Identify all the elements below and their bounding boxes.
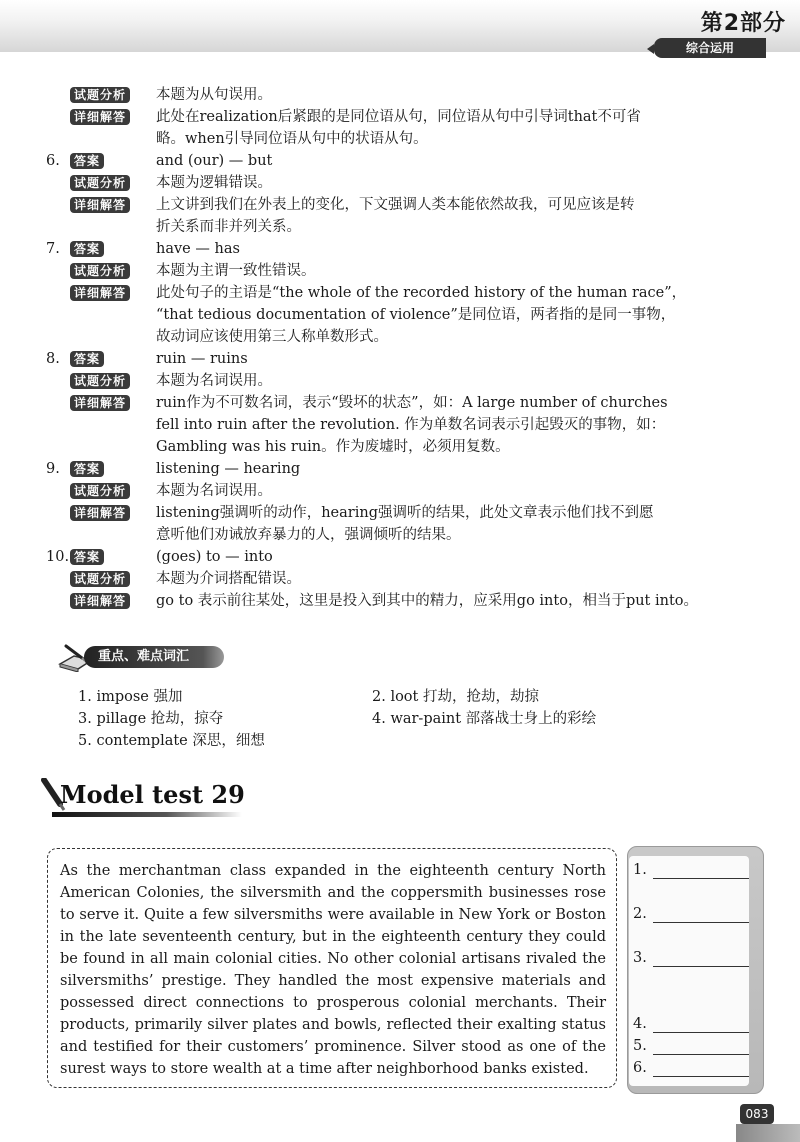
- analysis-row: [0, 106, 800, 128]
- label-tag: 详细解答: [70, 197, 130, 213]
- passage-text: [60, 860, 606, 1080]
- analysis-row: [0, 172, 800, 194]
- analysis-row: [0, 392, 800, 414]
- label-tag: 试题分析: [70, 87, 130, 103]
- blank-number: 1.: [633, 862, 647, 878]
- label-tag: 详细解答: [70, 505, 130, 521]
- row-text: ruin作为不可数名词，表示“毁坏的状态”，如：A large number of churches: [156, 395, 668, 411]
- answer-blank[interactable]: [633, 862, 647, 882]
- row-text: “that tedious documentation of violence”是同位语，两者指的是同一事物，: [156, 307, 676, 323]
- row-text: have — has: [156, 241, 240, 257]
- blank-line: [653, 922, 749, 923]
- label-tag: 详细解答: [70, 109, 130, 125]
- part-title: 第2部分: [700, 11, 786, 36]
- model-test-title: Model test 29: [60, 780, 245, 809]
- row-text: listening强调听的动作，hearing强调听的结果，此处文章表示他们找不到愿: [156, 505, 654, 521]
- label-tag: 答案: [70, 153, 104, 169]
- analysis-row: [0, 568, 800, 590]
- blank-number: 4.: [633, 1016, 647, 1032]
- analysis-row: [0, 84, 800, 106]
- vocab-item: 5. contemplate 深思，细想: [78, 733, 265, 749]
- analysis-row: [0, 546, 800, 568]
- row-text: 本题为介词搭配错误。: [156, 571, 301, 587]
- vocab-item: 2. loot 打劫，抢劫，劫掠: [372, 689, 539, 705]
- label-tag: 答案: [70, 461, 104, 477]
- vocab-left-column: [78, 686, 265, 752]
- analysis-row: [0, 260, 800, 282]
- label-tag: 详细解答: [70, 395, 130, 411]
- answer-blank[interactable]: [633, 1060, 647, 1080]
- analysis-row: [0, 480, 800, 502]
- row-text: go to 表示前往某处，这里是投入到其中的精力，应采用go into，相当于put into。: [156, 593, 699, 609]
- vocab-item: 3. pillage 抢劫，掠夺: [78, 711, 224, 727]
- row-text: 故动词应该使用第三人称单数形式。: [156, 329, 388, 345]
- passage-line: products, primarily silver plates and bowls, reflected their exalting status: [60, 1017, 606, 1033]
- analysis-row: [0, 370, 800, 392]
- passage-line: surest ways to store wealth at a time after neighborhood banks existed.: [60, 1061, 589, 1077]
- blank-line: [653, 1076, 749, 1077]
- label-tag: 答案: [70, 351, 104, 367]
- row-text: (goes) to — into: [156, 549, 273, 565]
- row-text: 本题为从句误用。: [156, 87, 272, 103]
- row-text: and (our) — but: [156, 153, 273, 169]
- label-tag: 详细解答: [70, 285, 130, 301]
- section-tab: 综合运用: [654, 38, 766, 58]
- label-tag: 试题分析: [70, 263, 130, 279]
- analysis-row: [0, 502, 800, 524]
- analysis-row: [0, 348, 800, 370]
- analysis-row: [0, 150, 800, 172]
- page-edge-strip: [736, 1124, 800, 1142]
- row-text: 本题为主谓一致性错误。: [156, 263, 316, 279]
- blank-line: [653, 966, 749, 967]
- label-tag: 试题分析: [70, 483, 130, 499]
- row-text: 此处句子的主语是“the whole of the recorded history of the human race”，: [156, 285, 687, 301]
- label-tag: 答案: [70, 549, 104, 565]
- question-number: 8.: [46, 351, 60, 367]
- vocab-item: 4. war-paint 部落战士身上的彩绘: [372, 711, 597, 727]
- analysis-row: [0, 436, 800, 458]
- label-tag: 试题分析: [70, 571, 130, 587]
- passage-line: in the late seventeenth century, but in the eighteenth century they could: [60, 929, 606, 945]
- row-text: 意听他们劝诫放弃暴力的人，强调倾听的结果。: [156, 527, 461, 543]
- label-tag: 详细解答: [70, 593, 130, 609]
- analysis-row: [0, 128, 800, 150]
- analysis-row: [0, 216, 800, 238]
- label-tag: 试题分析: [70, 373, 130, 389]
- question-number: 6.: [46, 153, 60, 169]
- blank-line: [653, 1032, 749, 1033]
- analysis-row: [0, 282, 800, 304]
- blank-number: 2.: [633, 906, 647, 922]
- analysis-row: [0, 194, 800, 216]
- answer-blank[interactable]: [633, 906, 647, 926]
- blank-number: 6.: [633, 1060, 647, 1076]
- page-number: 083: [740, 1104, 774, 1124]
- answer-blank[interactable]: [633, 1016, 647, 1036]
- answer-blank[interactable]: [633, 1038, 647, 1058]
- row-text: 本题为名词误用。: [156, 483, 272, 499]
- answer-panel-inner: [629, 856, 749, 1086]
- analysis-row: [0, 326, 800, 348]
- vocab-title-pill: [84, 646, 224, 668]
- row-text: 折关系而非并列关系。: [156, 219, 301, 235]
- analysis-row: [0, 414, 800, 436]
- row-text: 本题为逻辑错误。: [156, 175, 272, 191]
- answer-analysis-list: [0, 84, 800, 612]
- passage-line: American Colonies, the silversmith and the coppersmith businesses rose: [60, 885, 606, 901]
- model-title-underline: [52, 812, 242, 817]
- analysis-row: [0, 590, 800, 612]
- answer-blank[interactable]: [633, 950, 647, 970]
- passage-line: As the merchantman class expanded in the eighteenth century North: [60, 863, 606, 879]
- vocab-title: 重点、难点词汇: [98, 649, 190, 664]
- vocab-item: 1. impose 强加: [78, 689, 183, 705]
- row-text: 略。when引导同位语从句中的状语从句。: [156, 131, 428, 147]
- blank-number: 3.: [633, 950, 647, 966]
- passage-line: possessed direct connections to prosperous colonial merchants. Their: [60, 995, 606, 1011]
- passage-line: silversmiths’ prestige. They handled the most expensive materials and: [60, 973, 606, 989]
- blank-line: [653, 878, 749, 879]
- analysis-row: [0, 524, 800, 546]
- blank-number: 5.: [633, 1038, 647, 1054]
- row-text: 上文讲到我们在外表上的变化，下文强调人类本能依然故我，可见应该是转: [156, 197, 635, 213]
- analysis-row: [0, 238, 800, 260]
- question-number: 9.: [46, 461, 60, 477]
- passage-line: and testified for their customers’ prominence. Silver stood as one of the: [60, 1039, 606, 1055]
- row-text: 本题为名词误用。: [156, 373, 272, 389]
- passage-line: be found in all main colonial cities. No other colonial artisans rivaled the: [60, 951, 606, 967]
- question-number: 10.: [46, 549, 70, 565]
- section-tab-arrow: [647, 44, 654, 54]
- analysis-row: [0, 458, 800, 480]
- passage-line: to serve it. Quite a few silversmiths were available in New York or Boston: [60, 907, 606, 923]
- question-number: 7.: [46, 241, 60, 257]
- analysis-row: [0, 304, 800, 326]
- label-tag: 答案: [70, 241, 104, 257]
- blank-line: [653, 1054, 749, 1055]
- vocab-right-column: [372, 686, 596, 730]
- row-text: listening — hearing: [156, 461, 301, 477]
- row-text: Gambling was his ruin。作为废墟时，必须用复数。: [156, 439, 510, 455]
- label-tag: 试题分析: [70, 175, 130, 191]
- row-text: fell into ruin after the revolution. 作为单数名词表示引起毁灭的事物，如：: [156, 417, 666, 433]
- row-text: ruin — ruins: [156, 351, 248, 367]
- row-text: 此处在realization后紧跟的是同位语从句，同位语从句中引导词that不可省: [156, 109, 641, 125]
